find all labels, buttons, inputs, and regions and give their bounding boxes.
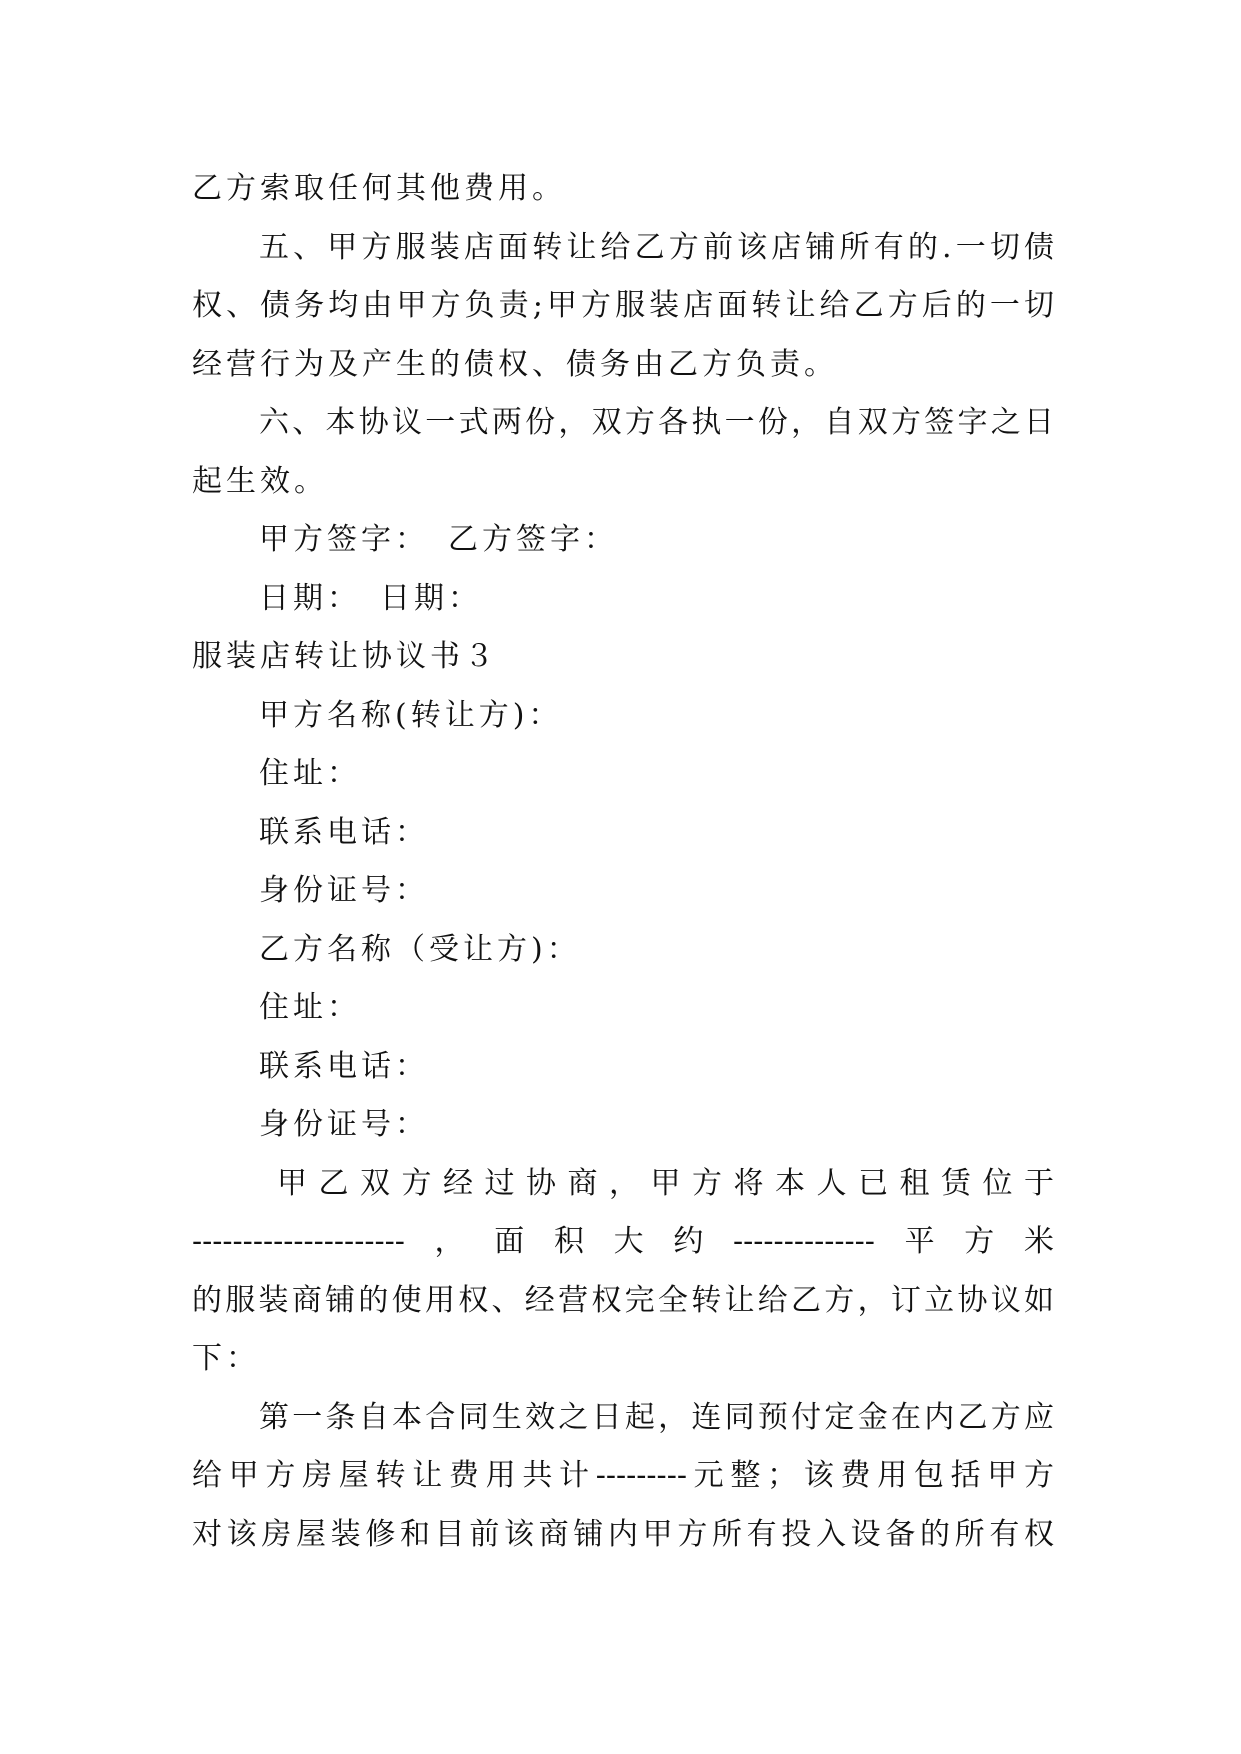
signature-line: 甲方签字： 乙方签字：: [259, 522, 618, 557]
paragraph-5-line-1: 五、甲方服装店面转让给乙方前该店铺所有的.一切债: [259, 229, 1054, 265]
article-1-line-1: 第一条自本合同生效之日起，连同预付定金在内乙方应: [259, 1399, 1054, 1435]
article-1-line-3: 对该房屋装修和目前该商铺内甲方所有投入设备的所有权: [192, 1516, 1054, 1552]
document-body: [192, 160, 1054, 1564]
party-b-name: 乙方名称（受让方)：: [259, 931, 581, 967]
party-a-phone: 联系电话：: [259, 814, 429, 850]
article-1-line-2: 给甲方房屋转让费用共计---------元整；该费用包括甲方: [192, 1458, 1054, 1493]
party-b-phone: 联系电话：: [259, 1048, 429, 1084]
date-line: 日期： 日期：: [259, 580, 482, 616]
party-b-id: 身份证号：: [259, 1107, 429, 1142]
agreement-intro-line-1: 甲乙双方经过协商，甲方将本人已租赁位于: [277, 1165, 1054, 1201]
party-a-name: 甲方名称(转让方)：: [259, 697, 563, 733]
party-b-address: 住址：: [259, 990, 361, 1025]
party-a-address: 住址：: [259, 756, 361, 791]
text-line: 乙方索取任何其他费用。: [192, 171, 566, 206]
paragraph-6-line-2: 起生效。: [192, 463, 328, 499]
paragraph-5-line-3: 经营行为及产生的债权、债务由乙方负责。: [192, 346, 838, 382]
paragraph-5-line-2: 权、债务均由甲方负责;甲方服装店面转让给乙方后的一切: [192, 288, 1054, 323]
paragraph-6-line-1: 六、本协议一式两份，双方各执一份，自双方签字之日: [259, 405, 1054, 440]
party-a-id: 身份证号：: [259, 873, 429, 908]
agreement-intro-line-2: ---------------------，面积大约--------------平方米: [192, 1224, 1054, 1259]
section-title: 服装店转让协议书３: [192, 639, 498, 674]
agreement-intro-line-4: 下：: [192, 1341, 260, 1376]
agreement-intro-line-3: 的服装商铺的使用权、经营权完全转让给乙方，订立协议如: [192, 1282, 1054, 1318]
